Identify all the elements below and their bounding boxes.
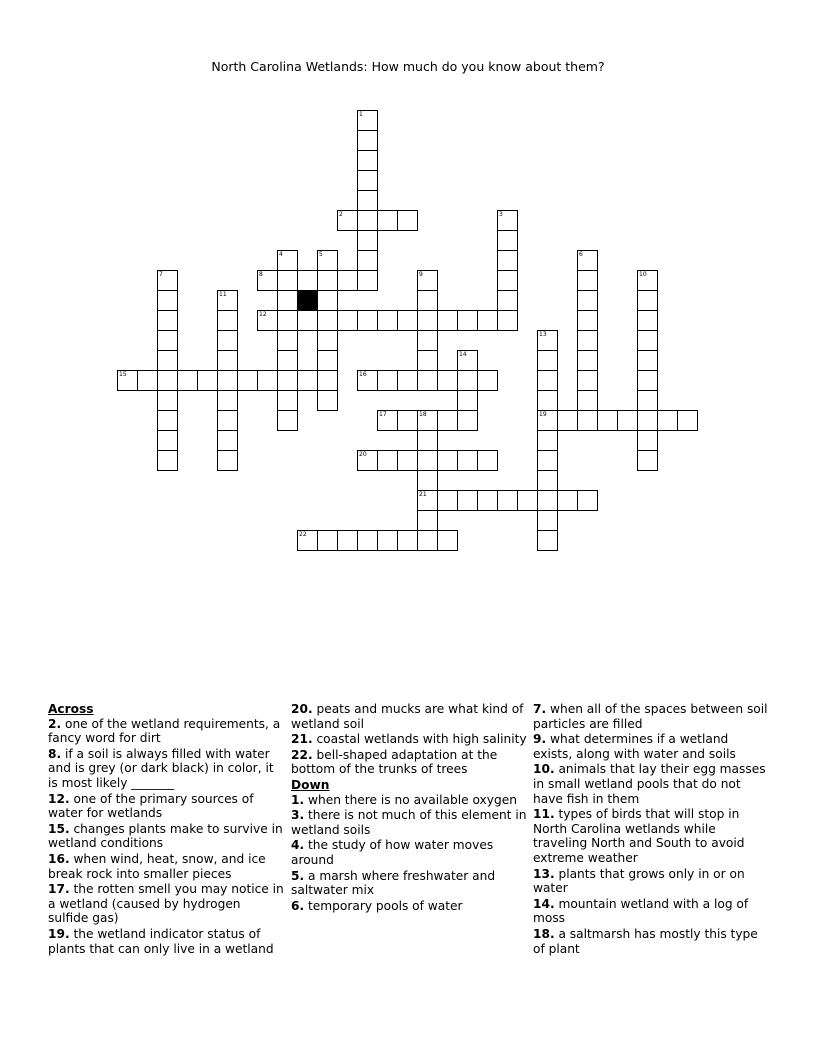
clue-down-11 [533, 807, 769, 865]
grid-cell[interactable] [477, 310, 498, 331]
grid-cell[interactable] [337, 310, 358, 331]
grid-cell[interactable] [157, 350, 178, 371]
grid-cell[interactable] [537, 370, 558, 391]
cell-number: 10 [639, 271, 647, 278]
grid-cell[interactable] [397, 310, 418, 331]
grid-cell[interactable] [277, 250, 298, 271]
cell-number: 3 [499, 211, 503, 218]
grid-cell[interactable] [277, 370, 298, 391]
grid-cell[interactable] [357, 370, 378, 391]
clue-text: when wind, heat, snow, and ice break rock into smaller pieces [48, 851, 266, 881]
grid-cell[interactable] [577, 390, 598, 411]
grid-cell[interactable] [357, 450, 378, 471]
grid-cell[interactable] [297, 270, 318, 291]
grid-cell[interactable] [157, 410, 178, 431]
grid-cell[interactable] [357, 110, 378, 131]
grid-cell[interactable] [417, 510, 438, 531]
cell-number: 16 [359, 371, 367, 378]
grid-cell[interactable] [457, 310, 478, 331]
grid-cell[interactable] [417, 330, 438, 351]
clue-number: 6. [291, 898, 305, 913]
grid-cell[interactable] [377, 530, 398, 551]
grid-cell[interactable] [477, 370, 498, 391]
cell-number: 12 [259, 311, 267, 318]
grid-cell[interactable] [317, 530, 338, 551]
grid-cell[interactable] [577, 310, 598, 331]
cell-number: 17 [379, 411, 387, 418]
clue-number: 12. [48, 791, 70, 806]
grid-cell[interactable] [537, 510, 558, 531]
grid-cell[interactable] [637, 310, 658, 331]
grid-cell[interactable] [217, 330, 238, 351]
clue-text: temporary pools of water [308, 898, 463, 913]
cell-number: 19 [539, 411, 547, 418]
grid-cell[interactable] [637, 270, 658, 291]
grid-cell[interactable] [357, 130, 378, 151]
grid-cell[interactable] [437, 370, 458, 391]
clue-down-5 [291, 869, 527, 898]
grid-cell[interactable] [537, 450, 558, 471]
clues-column-2 [291, 702, 527, 914]
grid-cell[interactable] [217, 410, 238, 431]
clue-text: peats and mucks are what kind of wetland soil [291, 702, 524, 731]
grid-cell[interactable] [357, 250, 378, 271]
grid-cell[interactable] [497, 230, 518, 251]
cell-number: 14 [459, 351, 467, 358]
grid-cell[interactable] [537, 490, 558, 511]
clue-number: 1. [291, 792, 305, 807]
grid-cell[interactable] [377, 410, 398, 431]
grid-cell[interactable] [217, 350, 238, 371]
grid-cell[interactable] [277, 390, 298, 411]
cell-number: 5 [319, 251, 323, 258]
grid-cell[interactable] [437, 410, 458, 431]
grid-cell[interactable] [157, 310, 178, 331]
grid-cell[interactable] [277, 350, 298, 371]
grid-cell[interactable] [157, 330, 178, 351]
grid-cell[interactable] [637, 290, 658, 311]
grid-cell[interactable] [197, 370, 218, 391]
grid-cell[interactable] [577, 330, 598, 351]
across-heading: Across [48, 702, 94, 716]
grid-cell[interactable] [397, 530, 418, 551]
grid-cell[interactable] [217, 450, 238, 471]
grid-cell[interactable] [217, 390, 238, 411]
grid-cell[interactable] [277, 310, 298, 331]
clue-number: 4. [291, 838, 305, 853]
cell-number: 8 [259, 271, 263, 278]
clue-across-17 [48, 882, 284, 926]
grid-cell[interactable] [317, 310, 338, 331]
grid-cell[interactable] [277, 330, 298, 351]
cell-number: 13 [539, 331, 547, 338]
clue-text: changes plants make to survive in wetland conditions [48, 821, 283, 851]
clue-number: 16. [48, 851, 70, 866]
clue-text: one of the primary sources of water for wetlands [48, 791, 254, 821]
grid-cell[interactable] [657, 410, 678, 431]
grid-cell[interactable] [637, 370, 658, 391]
grid-cell[interactable] [157, 430, 178, 451]
grid-cell[interactable] [417, 410, 438, 431]
clue-down-4 [291, 838, 527, 867]
clue-number: 8. [48, 746, 62, 761]
grid-cell[interactable] [637, 350, 658, 371]
clue-across-22 [291, 748, 527, 777]
clue-number: 15. [48, 821, 70, 836]
cell-number: 11 [219, 291, 227, 298]
grid-cell[interactable] [437, 490, 458, 511]
grid-cell[interactable] [417, 490, 438, 511]
clue-across-20 [291, 702, 527, 731]
grid-cell[interactable] [257, 370, 278, 391]
clue-number: 18. [533, 926, 555, 941]
grid-cell[interactable] [537, 530, 558, 551]
clue-text: when there is no available oxygen [308, 792, 517, 807]
grid-cell[interactable] [537, 390, 558, 411]
clue-down-6 [291, 899, 527, 914]
clue-text: the rotten smell you may notice in a wetland (caused by hydrogen sulfide gas) [48, 882, 284, 926]
cell-number: 21 [419, 491, 427, 498]
grid-cell[interactable] [417, 270, 438, 291]
clue-across-15 [48, 822, 284, 851]
grid-cell[interactable] [317, 270, 338, 291]
grid-cell[interactable] [337, 270, 358, 291]
grid-cell[interactable] [457, 350, 478, 371]
grid-cell[interactable] [457, 390, 478, 411]
clue-number: 22. [291, 747, 313, 762]
clue-text: when all of the spaces between soil particles are filled [533, 702, 768, 731]
clue-text: coastal wetlands with high salinity [316, 732, 527, 747]
page-title: North Carolina Wetlands: How much do you know about them? [211, 59, 605, 74]
grid-cell[interactable] [417, 450, 438, 471]
grid-cell[interactable] [577, 350, 598, 371]
grid-cell[interactable] [557, 410, 578, 431]
cell-number: 2 [339, 211, 343, 218]
grid-cell[interactable] [477, 490, 498, 511]
grid-cell[interactable] [337, 210, 358, 231]
grid-cell[interactable] [357, 270, 378, 291]
clue-number: 2. [48, 716, 62, 731]
black-cell [297, 290, 318, 311]
grid-cell[interactable] [457, 450, 478, 471]
clue-text: plants that grows only in or on water [533, 866, 745, 896]
clue-text: types of birds that will stop in North Carolina wetlands while traveling North and South to avoid extreme weather [533, 807, 745, 865]
clue-number: 19. [48, 926, 70, 941]
grid-cell[interactable] [397, 450, 418, 471]
grid-cell[interactable] [637, 430, 658, 451]
grid-cell[interactable] [497, 490, 518, 511]
grid-cell[interactable] [277, 290, 298, 311]
clue-across-19 [48, 927, 284, 956]
grid-cell[interactable] [317, 390, 338, 411]
clue-across-8 [48, 747, 284, 791]
grid-cell[interactable] [317, 330, 338, 351]
grid-cell[interactable] [417, 370, 438, 391]
grid-cell[interactable] [417, 310, 438, 331]
clue-number: 7. [533, 702, 547, 716]
clue-number: 20. [291, 702, 313, 716]
grid-cell[interactable] [177, 370, 198, 391]
grid-cell[interactable] [417, 530, 438, 551]
cell-number: 20 [359, 451, 367, 458]
grid-cell[interactable] [537, 430, 558, 451]
grid-cell[interactable] [577, 290, 598, 311]
grid-cell[interactable] [217, 370, 238, 391]
cell-number: 22 [299, 531, 307, 538]
grid-cell[interactable] [577, 410, 598, 431]
grid-cell[interactable] [457, 410, 478, 431]
grid-cell[interactable] [217, 290, 238, 311]
grid-cell[interactable] [117, 370, 138, 391]
clue-down-14 [533, 897, 769, 926]
grid-cell[interactable] [497, 270, 518, 291]
clue-across-12 [48, 792, 284, 821]
grid-cell[interactable] [337, 530, 358, 551]
grid-cell[interactable] [357, 150, 378, 171]
grid-cell[interactable] [597, 410, 618, 431]
grid-cell[interactable] [417, 290, 438, 311]
cell-number: 1 [359, 111, 363, 118]
clue-number: 9. [533, 732, 547, 747]
clue-number: 21. [291, 732, 313, 747]
grid-cell[interactable] [537, 330, 558, 351]
grid-cell[interactable] [617, 410, 638, 431]
clue-number: 3. [291, 808, 305, 823]
grid-cell[interactable] [477, 450, 498, 471]
grid-cell[interactable] [637, 330, 658, 351]
grid-cell[interactable] [557, 490, 578, 511]
clue-number: 17. [48, 882, 70, 897]
grid-cell[interactable] [317, 350, 338, 371]
grid-cell[interactable] [217, 310, 238, 331]
clue-number: 11. [533, 807, 555, 822]
grid-cell[interactable] [577, 270, 598, 291]
grid-cell[interactable] [157, 270, 178, 291]
clue-across-16 [48, 852, 284, 881]
grid-cell[interactable] [397, 210, 418, 231]
clue-down-3 [291, 808, 527, 837]
clue-across-2 [48, 717, 284, 746]
clue-number: 13. [533, 866, 555, 881]
clues-column-3 [533, 702, 769, 957]
clue-down-18 [533, 927, 769, 956]
grid-cell[interactable] [137, 370, 158, 391]
clues-column-1 [48, 702, 284, 957]
grid-cell[interactable] [157, 390, 178, 411]
clue-down-1 [291, 793, 527, 808]
grid-cell[interactable] [157, 370, 178, 391]
clue-down-13 [533, 867, 769, 896]
grid-cell[interactable] [357, 210, 378, 231]
grid-cell[interactable] [637, 410, 658, 431]
grid-cell[interactable] [577, 250, 598, 271]
clue-text: the wetland indicator status of plants that can only live in a wetland [48, 926, 274, 956]
grid-cell[interactable] [497, 290, 518, 311]
grid-cell[interactable] [297, 530, 318, 551]
grid-cell[interactable] [357, 170, 378, 191]
clue-down-10 [533, 762, 769, 806]
grid-cell[interactable] [357, 190, 378, 211]
grid-cell[interactable] [297, 370, 318, 391]
cell-number: 9 [419, 271, 423, 278]
grid-cell[interactable] [537, 350, 558, 371]
grid-cell[interactable] [357, 530, 378, 551]
grid-cell[interactable] [297, 310, 318, 331]
grid-cell[interactable] [357, 310, 378, 331]
grid-cell[interactable] [637, 450, 658, 471]
grid-cell[interactable] [437, 450, 458, 471]
clue-number: 14. [533, 896, 555, 911]
clue-number: 5. [291, 868, 305, 883]
grid-cell[interactable] [417, 350, 438, 371]
cell-number: 4 [279, 251, 283, 258]
cell-number: 15 [119, 371, 127, 378]
grid-cell[interactable] [277, 410, 298, 431]
clue-text: bell-shaped adaptation at the bottom of the trunks of trees [291, 747, 498, 777]
grid-cell[interactable] [437, 530, 458, 551]
clue-down-7 [533, 702, 769, 731]
grid-cell[interactable] [357, 230, 378, 251]
grid-cell[interactable] [377, 310, 398, 331]
clue-text: the study of how water moves around [291, 838, 494, 867]
grid-cell[interactable] [237, 370, 258, 391]
grid-cell[interactable] [457, 490, 478, 511]
clue-across-21 [291, 732, 527, 747]
grid-cell[interactable] [157, 290, 178, 311]
grid-cell[interactable] [157, 450, 178, 471]
clue-number: 10. [533, 762, 555, 777]
down-heading: Down [291, 777, 330, 792]
grid-cell[interactable] [377, 370, 398, 391]
grid-cell[interactable] [417, 470, 438, 491]
clue-text: mountain wetland with a log of moss [533, 896, 749, 926]
grid-cell[interactable] [497, 210, 518, 231]
cell-number: 7 [159, 271, 163, 278]
grid-cell[interactable] [537, 410, 558, 431]
cell-number: 6 [579, 251, 583, 258]
grid-cell[interactable] [457, 370, 478, 391]
clue-text: what determines if a wetland exists, along with water and soils [533, 732, 736, 761]
clue-text: if a soil is always filled with water and is grey (or dark black) in color, it is most likely _______ [48, 746, 274, 790]
grid-cell[interactable] [497, 310, 518, 331]
grid-cell[interactable] [377, 210, 398, 231]
grid-cell[interactable] [497, 250, 518, 271]
clue-text: there is not much of this element in wetland soils [291, 808, 527, 837]
clue-text: one of the wetland requirements, a fancy word for dirt [48, 716, 281, 746]
clue-down-9 [533, 732, 769, 761]
cell-number: 18 [419, 411, 427, 418]
grid-cell[interactable] [677, 410, 698, 431]
grid-cell[interactable] [537, 470, 558, 491]
grid-cell[interactable] [277, 270, 298, 291]
grid-cell[interactable] [517, 490, 538, 511]
grid-cell[interactable] [397, 410, 418, 431]
grid-cell[interactable] [257, 310, 278, 331]
grid-cell[interactable] [217, 430, 238, 451]
grid-cell[interactable] [257, 270, 278, 291]
grid-cell[interactable] [317, 370, 338, 391]
grid-cell[interactable] [437, 310, 458, 331]
clue-text: animals that lay their egg masses in small wetland pools that do not have fish in them [533, 762, 766, 806]
grid-cell[interactable] [577, 490, 598, 511]
grid-cell[interactable] [577, 370, 598, 391]
grid-cell[interactable] [417, 430, 438, 451]
grid-cell[interactable] [317, 290, 338, 311]
grid-cell[interactable] [397, 370, 418, 391]
grid-cell[interactable] [377, 450, 398, 471]
grid-cell[interactable] [317, 250, 338, 271]
grid-cell[interactable] [637, 390, 658, 411]
clue-text: a marsh where freshwater and saltwater mix [291, 868, 496, 898]
clue-text: a saltmarsh has mostly this type of plant [533, 926, 758, 956]
